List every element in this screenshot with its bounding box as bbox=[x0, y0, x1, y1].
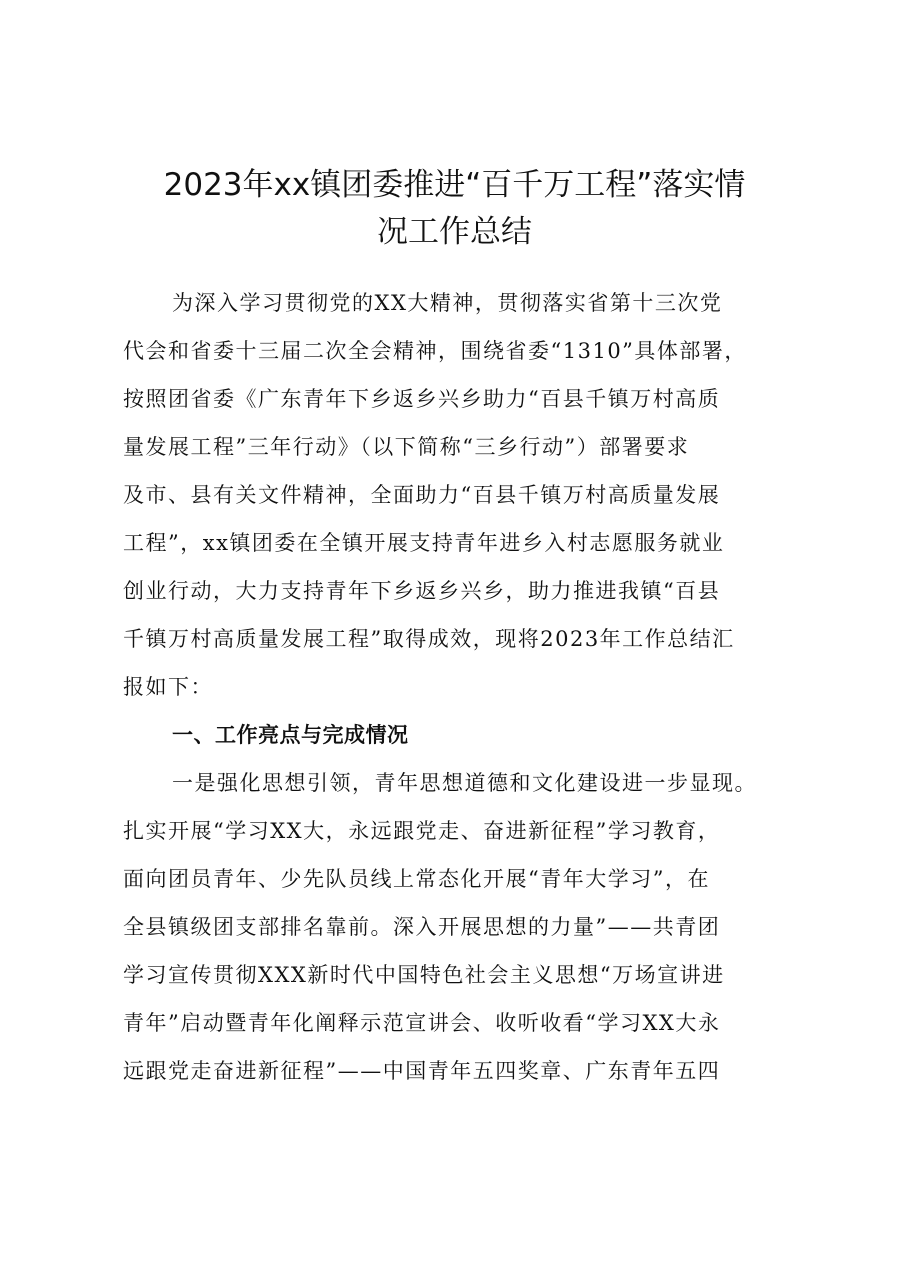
intro-paragraph-line: 按照团省委《广东青年下乡返乡兴乡助力“百县千镇万村高质 bbox=[123, 387, 721, 411]
section-paragraph-line: 学习宣传贯彻XXX新时代中国特色社会主义思想“万场宣讲进 bbox=[123, 963, 725, 987]
section-paragraph-line: 一是强化思想引领，青年思想道德和文化建设进一步显现。 bbox=[172, 771, 757, 795]
section-heading: 一、工作亮点与完成情况 bbox=[172, 723, 409, 747]
intro-paragraph-line: 量发展工程”三年行动》（以下简称“三乡行动”）部署要求 bbox=[123, 435, 690, 459]
document-title-line-2: 况工作总结 bbox=[377, 214, 532, 250]
intro-paragraph-line: 创业行动，大力支持青年下乡返乡兴乡，助力推进我镇“百县 bbox=[123, 579, 721, 603]
section-paragraph-line: 扎实开展“学习XX大，永远跟党走、奋进新征程”学习教育， bbox=[123, 819, 721, 843]
intro-paragraph-line: 千镇万村高质量发展工程”取得成效，现将2023年工作总结汇 bbox=[123, 627, 735, 651]
intro-paragraph-line: 为深入学习贯彻党的XX大精神，贯彻落实省第十三次党 bbox=[172, 291, 723, 315]
section-paragraph-line: 全县镇级团支部排名靠前。深入开展思想的力量”——共青团 bbox=[123, 915, 721, 939]
intro-paragraph-line: 代会和省委十三届二次全会精神，围绕省委“1310”具体部署， bbox=[123, 339, 747, 363]
section-paragraph-line: 青年”启动暨青年化阐释示范宣讲会、收听收看“学习XX大永 bbox=[123, 1011, 721, 1035]
document-title-line-1: 2023年xx镇团委推进“百千万工程”落实情 bbox=[163, 167, 746, 203]
intro-paragraph-line: 工程”，xx镇团委在全镇开展支持青年进乡入村志愿服务就业 bbox=[123, 531, 725, 555]
intro-paragraph-line: 及市、县有关文件精神，全面助力“百县千镇万村高质量发展 bbox=[123, 483, 721, 507]
intro-paragraph-line: 报如下： bbox=[123, 675, 213, 699]
section-paragraph-line: 面向团员青年、少先队员线上常态化开展“青年大学习”，在 bbox=[123, 867, 710, 891]
section-paragraph-line: 远跟党走奋进新征程”——中国青年五四奖章、广东青年五四 bbox=[123, 1059, 721, 1083]
